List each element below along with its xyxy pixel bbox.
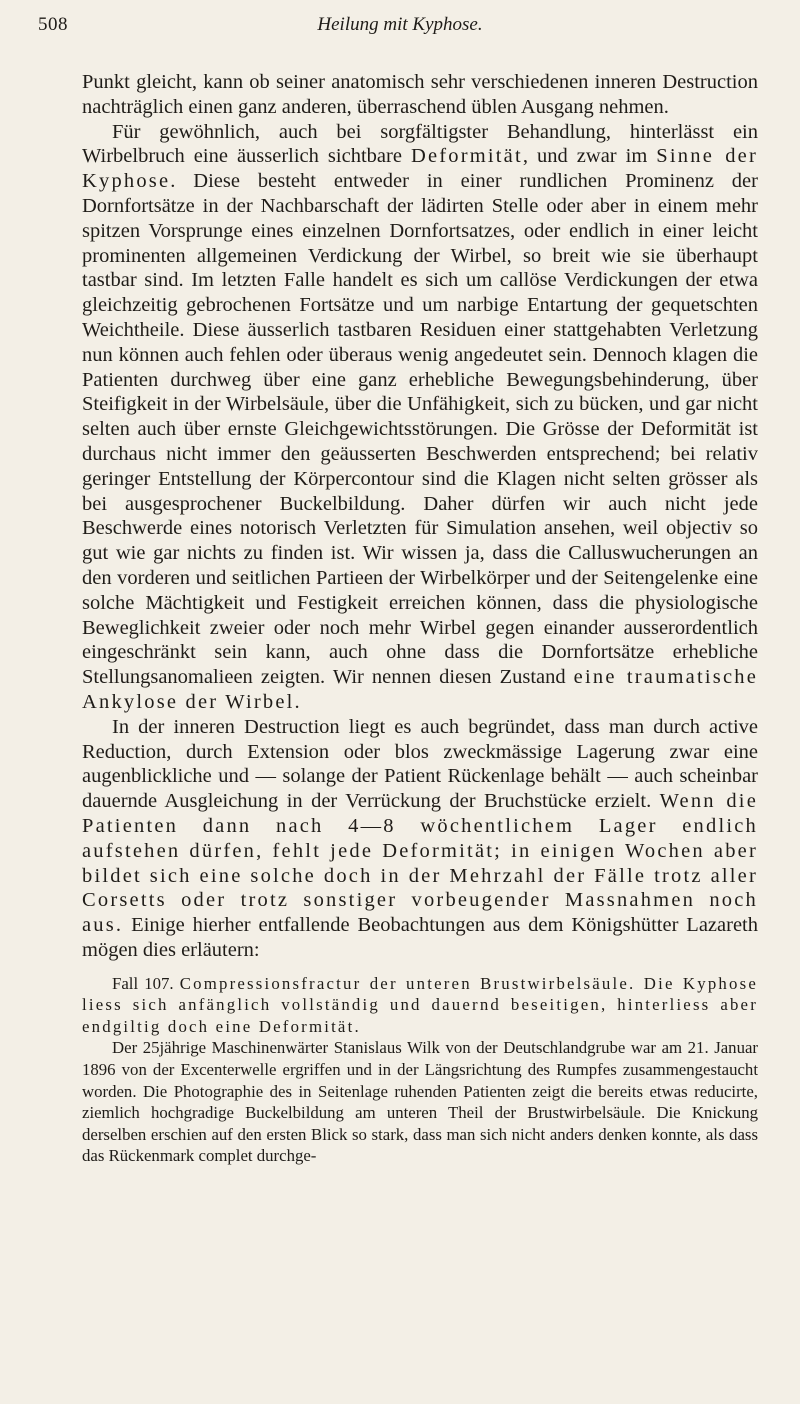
- case-paragraph: [82, 1037, 758, 1167]
- body-paragraph: [82, 120, 758, 715]
- text-run: In der inneren Destruction liegt es auch begründet, dass man durch active Reduction, durch Extension oder blos zweckmässige Lagerung zwar eine augenblickliche und — solange der Patient Rückenlage behält — auch scheinbar dauernde Ausgleichung in der Verrückung der Bruchstücke erzielt.: [82, 715, 758, 813]
- running-title: Heilung mit Kyphose.: [317, 14, 483, 35]
- text-run: , und zwar im: [522, 145, 657, 168]
- text-run: .: [294, 690, 300, 713]
- page-header: [0, 14, 800, 44]
- text-run: Punkt gleicht, kann ob seiner anatomisch sehr verschiedenen inneren Destruction nachträglich einen ganz anderen, überraschend üblen Ausgang nehmen.: [82, 71, 758, 118]
- case-paragraph: [82, 973, 758, 1038]
- spaced-emphasis-text: Deformität: [410, 145, 523, 168]
- page-number: 508: [38, 14, 68, 35]
- text-run: Der 25jährige Maschinenwärter Stanislaus Wilk von der Deutschlandgrube war am 21. Januar 1896 von der Excenterwelle ergriffen und in der Längsrichtung des Rumpfes zusammengestaucht worden. Die Photographie des in Seitenlage ruhenden Patienten zeigt die bereits etwas reducirte, ziemlich hochgradige Buckelbildung am unteren Theil der Brustwirbelsäule. Die Knickung derselben erschien auf den ersten Blick so stark, dass man sich nicht anders denken konnte, als dass das Rückenmark complet durchge-: [82, 1038, 758, 1166]
- page-body: [82, 70, 758, 1167]
- text-run: . Diese besteht entweder in einer rundlichen Prominenz der Dornfortsätze in der Nachbarschaft der lädirten Stelle oder aber in einem mehr spitzen Vorsprunge eines einzelnen Dornfortsatzes, oder endlich in einer leicht prominenten allgemeinen Verdickung der Wirbel, so breit wie sie überhaupt tastbar sind. Im letzten Falle handelt es sich um callöse Verdickungen der etwa gleichzeitig gebrochenen Fortsätze und um narbige Entartung der gequetschten Weichtheile. Diese äusserlich tastbaren Residuen einer stattgehabten Verletzung nun können auch fehlen oder überaus wenig angedeutet sein. Dennoch klagen die Patienten durchweg über eine ganz erhebliche Bewegungsbehinderung, über Steifigkeit in der Wirbelsäule, über die Unfähigkeit, sich zu bücken, und gar nicht selten auch über ernste Gleichgewichtsstörungen. Die Grösse der Deformität ist durchaus nicht immer den geäusserten Beschwerden entsprechend; bei relativ geringer Entstellung der Körpercontour sind die Klagen nicht selten grösser als bei ausgesprochener Buckelbildung. Daher dürfen wir auch nicht jede Beschwerde eines notorisch Verletzten für Simulation ansehen, weil objectiv so gut wie gar nichts zu finden ist. Wir wissen ja, dass die Calluswucherungen an den vorderen und seitlichen Partieen der Wirbelkörper und der Seitengelenke eine solche Mächtigkeit und Festigkeit erreichen können, dass die physiologische Beweglichkeit zweier oder noch mehr Wirbel gegen einander ausserordentlich eingeschränkt sein kann, auch ohne dass die Dornfortsätze erhebliche Stellungsanomalieen zeigten. Wir nennen diesen Zustand: [82, 170, 758, 689]
- body-paragraph: [82, 715, 758, 963]
- text-run: Einige hierher entfallende Beobachtungen aus dem Königshütter Lazareth mögen dies erläutern:: [82, 914, 758, 961]
- spaced-emphasis-text: Sinne der Kyphose: [82, 145, 758, 193]
- spaced-emphasis-text: Wenn die Patienten dann nach 4—8 wöchentlichem Lager endlich aufstehen dürfen, fehlt jede Deformität; in einigen Wochen aber bildet sich eine solche doch in der Mehrzahl der Fälle trotz aller Corsetts oder trotz sonstiger vorbeugender Massnahmen noch aus.: [82, 790, 758, 937]
- paragraph-gap: [82, 963, 758, 973]
- text-run: Fall 107.: [112, 973, 180, 993]
- text-run: Für gewöhnlich, auch bei sorgfältigster Behandlung, hinterlässt ein Wirbelbruch eine äusserlich sichtbare: [82, 120, 758, 168]
- spaced-emphasis-text: eine traumatische Ankylose der Wirbel: [82, 666, 758, 713]
- body-paragraph: [82, 70, 758, 120]
- spaced-emphasis-text: Compressionsfractur der unteren Brustwirbelsäule. Die Kyphose liess sich anfänglich vollständig und dauernd beseitigen, hinterliess aber endgiltig doch eine Deformität.: [82, 973, 758, 1036]
